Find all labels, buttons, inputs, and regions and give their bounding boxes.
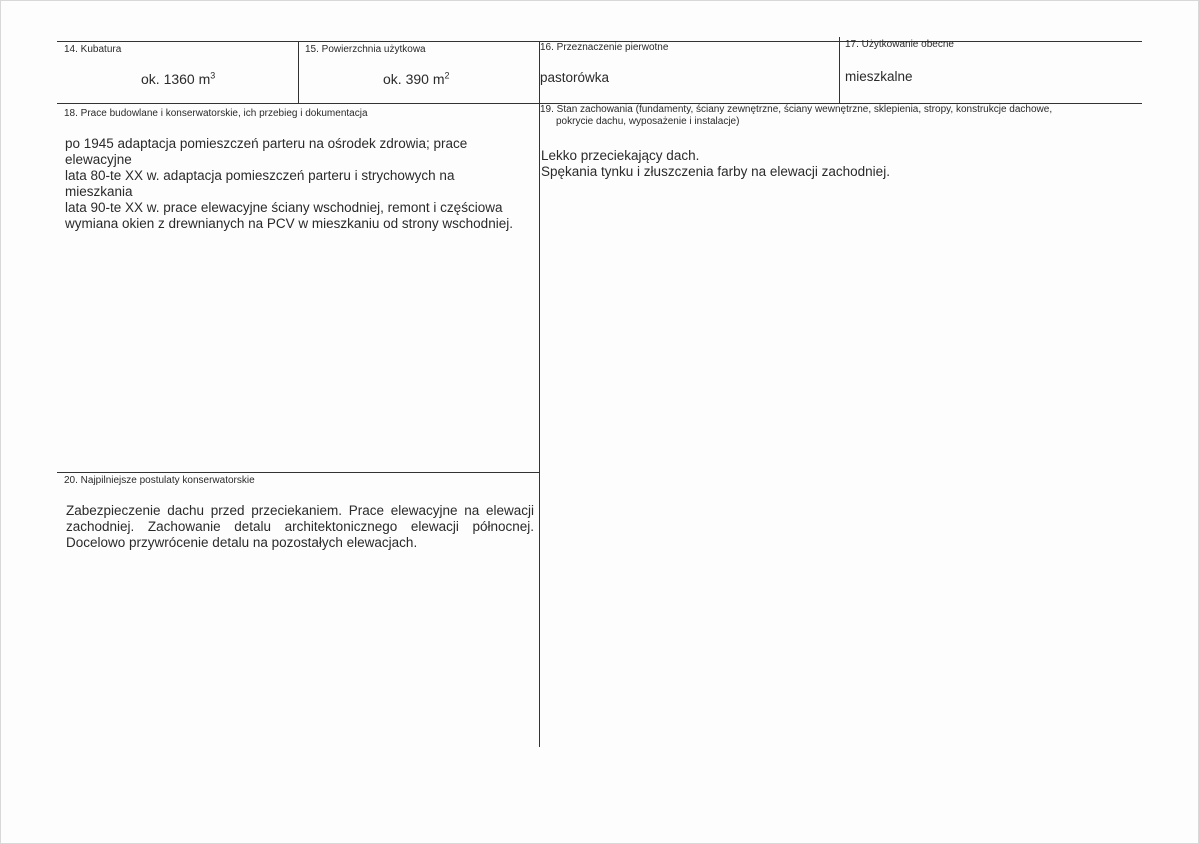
field-przeznaczenie-label: 16. Przeznaczenie pierwotne (540, 42, 669, 53)
stan-line-1: Lekko przeciekający dach. (541, 148, 700, 163)
powierzchnia-number: ok. 390 m (383, 71, 445, 87)
prace-line-3: lata 90-te XX w. prace elewacyjne ściany wschodniej, remont i częściowa wymiana okien z drewnianych na PCV w mieszkaniu od strony wschodniej. (65, 200, 513, 231)
prace-line-1: po 1945 adaptacja pomieszczeń parteru na ośrodek zdrowia; prace elewacyjne (65, 136, 468, 167)
field-kubatura-label: 14. Kubatura (64, 44, 122, 55)
kubatura-unit-exponent: 3 (210, 70, 216, 81)
field-powierzchnia-value (383, 71, 450, 87)
powierzchnia-unit-exponent: 2 (444, 70, 450, 81)
field-stan-label-line2: pokrycie dachu, wyposażenie i instalacje) (556, 116, 740, 127)
field-przeznaczenie (540, 42, 839, 103)
field-prace-budowlane (57, 104, 539, 472)
stan-line-2: Spękania tynku i złuszczenia farby na elewacji zachodniej. (541, 164, 890, 179)
kubatura-number: ok. 1360 m (141, 71, 211, 87)
field-uzytkowanie-label: 17. Użytkowanie obecne (845, 39, 954, 50)
field-uzytkowanie-value: mieszkalne (845, 69, 913, 84)
field-prace-text (65, 136, 535, 232)
field-powierzchnia-label: 15. Powierzchnia użytkowa (305, 44, 426, 55)
field-prace-label: 18. Prace budowlane i konserwatorskie, ich przebieg i dokumentacja (64, 108, 368, 119)
field-kubatura (57, 42, 298, 103)
field-przeznaczenie-value: pastorówka (540, 70, 610, 85)
field-postulaty-text: Zabezpieczenie dachu przed przeciekaniem. Prace elewacyjne na elewacji zachodniej. Zachowanie detalu architektonicznego elewacji północnej. Docelowo przywrócenie detalu na pozostałych elewacjach. (66, 503, 534, 550)
field-stan-text (541, 148, 1131, 180)
field-stan-zachowania (540, 104, 1142, 747)
field-stan-label-line1: 19. Stan zachowania (fundamenty, ściany zewnętrzne, ściany wewnętrzne, sklepienia, stropy, konstrukcje dachowe, (540, 104, 1053, 115)
field-powierzchnia (299, 42, 539, 103)
prace-line-2: lata 80-te XX w. adaptacja pomieszczeń parteru i strychowych na mieszkania (65, 168, 455, 199)
field-uzytkowanie (840, 38, 1142, 103)
field-postulaty (57, 473, 539, 747)
field-postulaty-label: 20. Najpilniejsze postulaty konserwatorskie (64, 475, 255, 486)
field-kubatura-value (141, 71, 215, 87)
